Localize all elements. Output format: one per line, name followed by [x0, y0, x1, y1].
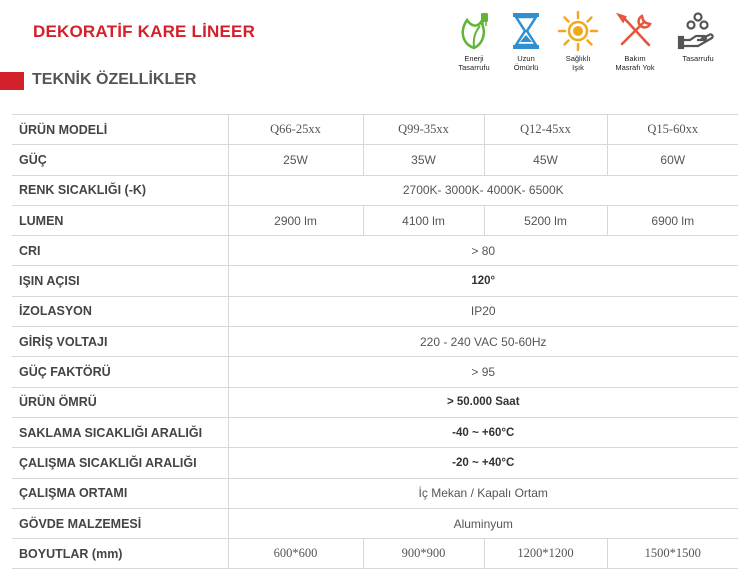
- cell-value: İç Mekan / Kapalı Ortam: [228, 478, 738, 508]
- cell-value: 45W: [484, 145, 607, 175]
- cell-value: 5200 lm: [484, 205, 607, 235]
- feature-saving: [673, 10, 723, 63]
- cell-value: > 80: [228, 236, 738, 266]
- table-row: [12, 296, 738, 326]
- row-label: RENK SICAKLIĞI (-K): [12, 175, 228, 205]
- cell-value: 60W: [607, 145, 738, 175]
- cell-value: 1500*1500: [607, 539, 738, 569]
- table-row: [12, 539, 738, 569]
- cell-value: 2700K- 3000K- 4000K- 6500K: [228, 175, 738, 205]
- feature-longlife-caption: Uzun Ömürlü: [513, 54, 539, 72]
- section-accent-bar: [0, 72, 24, 90]
- table-row: [12, 387, 738, 417]
- cell-value: > 95: [228, 357, 738, 387]
- spec-table: [12, 114, 738, 569]
- cell-value: > 50.000 Saat: [228, 387, 738, 417]
- feature-longlife: [501, 10, 551, 72]
- cell-value: 2900 lm: [228, 205, 363, 235]
- table-row: [12, 236, 738, 266]
- row-label: LUMEN: [12, 205, 228, 235]
- cell-value: Q99-35xx: [363, 115, 484, 145]
- coins-hand-icon: [677, 10, 719, 52]
- table-row: [12, 327, 738, 357]
- table-row: [12, 145, 738, 175]
- cell-value: 35W: [363, 145, 484, 175]
- cell-value: -40 ~ +60°C: [228, 417, 738, 447]
- feature-light: [553, 10, 603, 72]
- feature-energy-caption: Enerji Tasarrufu: [458, 54, 490, 72]
- row-label: BOYUTLAR (mm): [12, 539, 228, 569]
- cell-value: Q15-60xx: [607, 115, 738, 145]
- table-row: [12, 478, 738, 508]
- cell-value: 600*600: [228, 539, 363, 569]
- feature-light-caption: Sağlıklı Işık: [565, 54, 591, 72]
- row-label: CRI: [12, 236, 228, 266]
- feature-maintenance: [610, 10, 660, 72]
- section-title: TEKNİK ÖZELLİKLER: [32, 71, 197, 88]
- cell-value: 4100 lm: [363, 205, 484, 235]
- table-row: [12, 508, 738, 538]
- row-label: ÜRÜN ÖMRÜ: [12, 387, 228, 417]
- feature-maintenance-caption: Bakım Masrafı Yok: [615, 54, 655, 72]
- tools-icon: [614, 10, 656, 52]
- row-label: GÖVDE MALZEMESİ: [12, 508, 228, 538]
- hourglass-icon: [505, 10, 547, 52]
- cell-value: Q12-45xx: [484, 115, 607, 145]
- cell-value: Q66-25xx: [228, 115, 363, 145]
- cell-value: 120°: [228, 266, 738, 296]
- cell-value: 25W: [228, 145, 363, 175]
- table-row: [12, 448, 738, 478]
- row-label: GİRİŞ VOLTAJI: [12, 327, 228, 357]
- cell-value: 6900 lm: [607, 205, 738, 235]
- row-label: SAKLAMA SICAKLIĞI ARALIĞI: [12, 417, 228, 447]
- row-label: İZOLASYON: [12, 296, 228, 326]
- table-row: [12, 175, 738, 205]
- cell-value: -20 ~ +40°C: [228, 448, 738, 478]
- energy-saving-icon: [453, 10, 495, 52]
- cell-value: 900*900: [363, 539, 484, 569]
- row-label: GÜÇ: [12, 145, 228, 175]
- row-label: IŞIN AÇISI: [12, 266, 228, 296]
- feature-saving-caption: Tasarrufu: [682, 54, 714, 63]
- cell-value: Aluminyum: [228, 508, 738, 538]
- row-label: ÜRÜN MODELİ: [12, 115, 228, 145]
- table-row: [12, 115, 738, 145]
- page-title: DEKORATİF KARE LİNEER: [33, 22, 256, 41]
- feature-energy: [449, 10, 499, 72]
- row-label: ÇALIŞMA SICAKLIĞI ARALIĞI: [12, 448, 228, 478]
- table-row: [12, 417, 738, 447]
- table-row: [12, 205, 738, 235]
- feature-icons: [449, 10, 739, 80]
- row-label: GÜÇ FAKTÖRÜ: [12, 357, 228, 387]
- table-row: [12, 357, 738, 387]
- table-row: [12, 266, 738, 296]
- cell-value: IP20: [228, 296, 738, 326]
- cell-value: 1200*1200: [484, 539, 607, 569]
- row-label: ÇALIŞMA ORTAMI: [12, 478, 228, 508]
- sun-icon: [557, 10, 599, 52]
- cell-value: 220 - 240 VAC 50-60Hz: [228, 327, 738, 357]
